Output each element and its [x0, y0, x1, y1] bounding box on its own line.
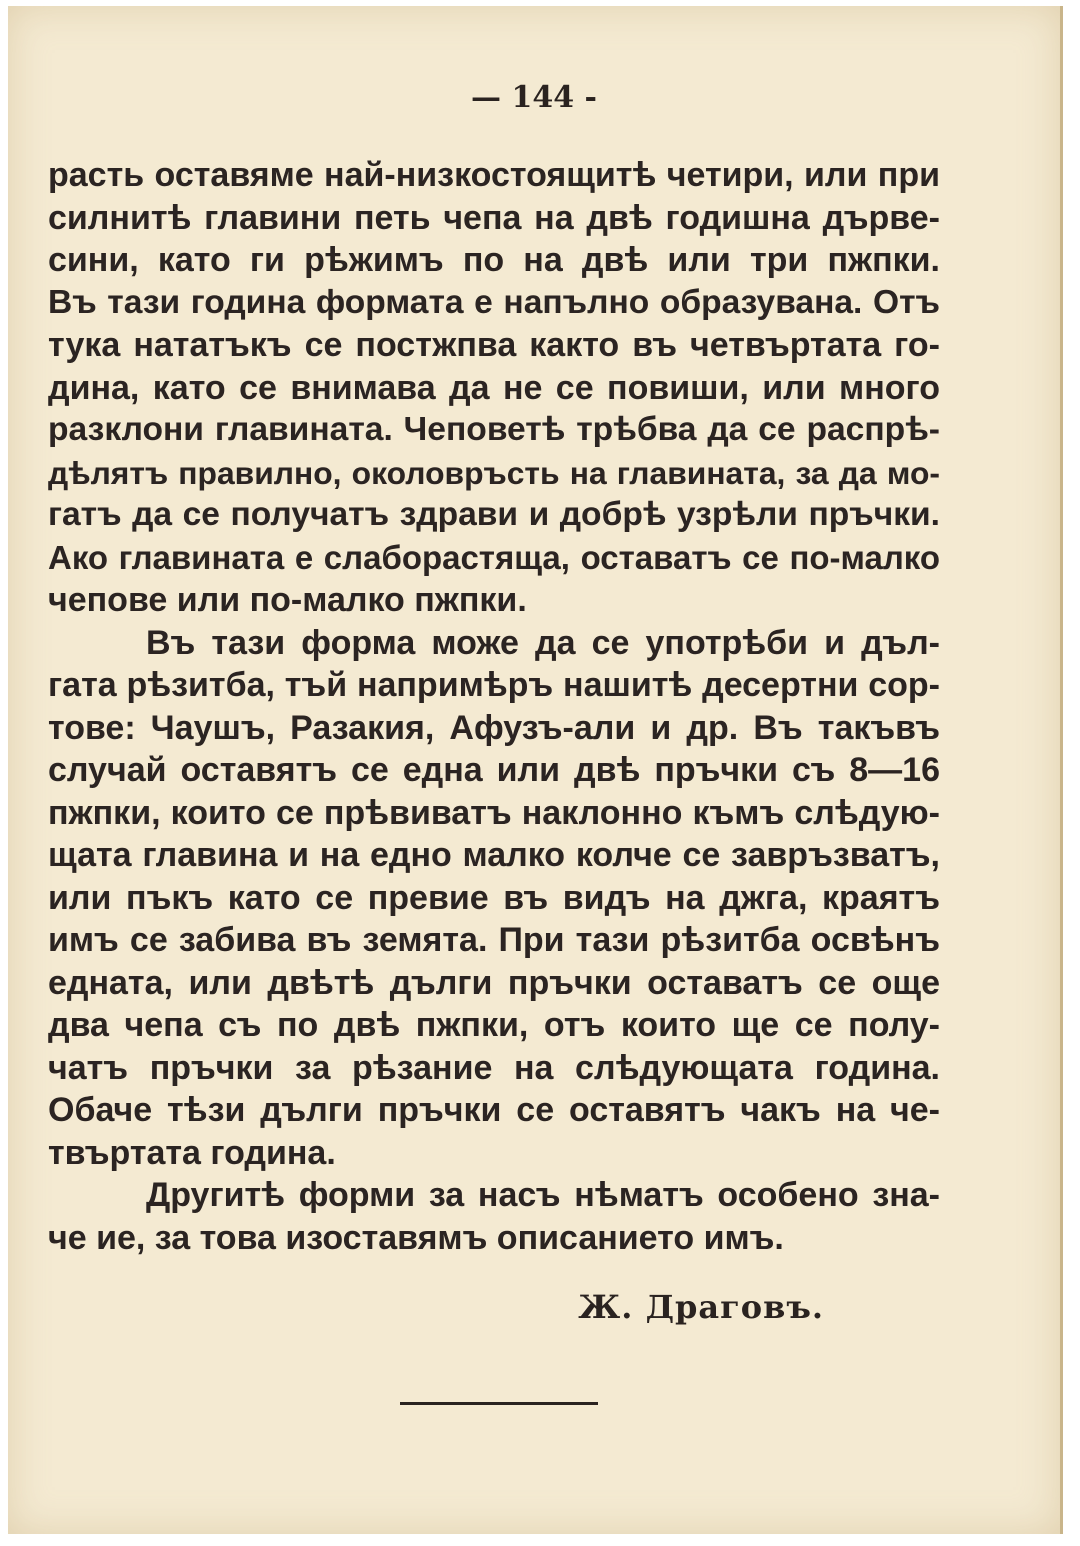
- text-line: чепове или по-малко пжпки.: [48, 581, 527, 619]
- text-line: тове: Чаушъ, Разакия, Афузъ-али и др. Въ такъвъ: [48, 708, 940, 747]
- text-line: гатъ да се получатъ здрави и добрѣ узрѣли пръчки.: [48, 496, 940, 533]
- text-line: дѣлятъ правилно, околовръсть на главината, за да мо-: [48, 454, 940, 491]
- text-line: едната, или двѣтѣ дълги пръчки оставатъ се още: [48, 963, 940, 1002]
- text-line: Въ тази година формата е напълно образувана. Отъ: [48, 283, 940, 321]
- text-line: Въ тази форма може да се употрѣби и дъл-: [146, 623, 940, 662]
- body-text: [48, 154, 940, 1259]
- text-line: сини, като ги рѣжимъ по на двѣ или три пжпки.: [48, 241, 940, 279]
- text-line: два чепа съ по двѣ пжпки, отъ които ще се полу-: [48, 1006, 940, 1044]
- page-number: — 144 -: [471, 80, 597, 115]
- text-line: чатъ пръчки за рѣзание на слѣдующата година.: [48, 1048, 940, 1087]
- text-line: разклони главината. Чеповетѣ трѣбва да се распрѣ-: [48, 411, 940, 448]
- author-signature: Ж. Драговъ.: [578, 1288, 824, 1326]
- text-line: Другитѣ форми за насъ нѣматъ особено зна-: [146, 1176, 940, 1214]
- text-line: че ие, за това изоставямъ описанието имъ.: [48, 1218, 784, 1257]
- text-line: дина, като се внимава да не се повиши, или много: [48, 368, 940, 407]
- text-line: расть оставяме най-низкостоящитѣ четири, или при: [48, 156, 940, 194]
- text-line: тука нататъкъ се постжпва както въ четвъртата го-: [48, 326, 940, 364]
- text-line: случай оставятъ се една или двѣ пръчки съ 8—16: [48, 751, 940, 789]
- text-line: гата рѣзитба, тъй напримѣръ нашитѣ десертни сор-: [48, 666, 940, 704]
- text-line: Ако главината е слаборастяща, оставатъ се по-малко: [48, 538, 940, 576]
- book-page: [8, 6, 1063, 1534]
- text-line: пжпки, които се прѣвиватъ наклонно къмъ слѣдую-: [48, 793, 940, 832]
- text-line: твъртата година.: [48, 1133, 336, 1172]
- text-line: силнитѣ главини петь чепа на двѣ годишна дърве-: [48, 198, 940, 237]
- text-line: или пъкъ като се превие въ видъ на джга, краятъ: [48, 878, 940, 917]
- text-line: Обаче тѣзи дълги пръчки се оставятъ чакъ на че-: [48, 1091, 940, 1129]
- end-rule-divider: [400, 1402, 598, 1405]
- text-line: щата главина и на едно малко колче се завръзватъ,: [48, 836, 940, 874]
- text-line: имъ се забива въ земята. При тази рѣзитба освѣнъ: [48, 921, 940, 959]
